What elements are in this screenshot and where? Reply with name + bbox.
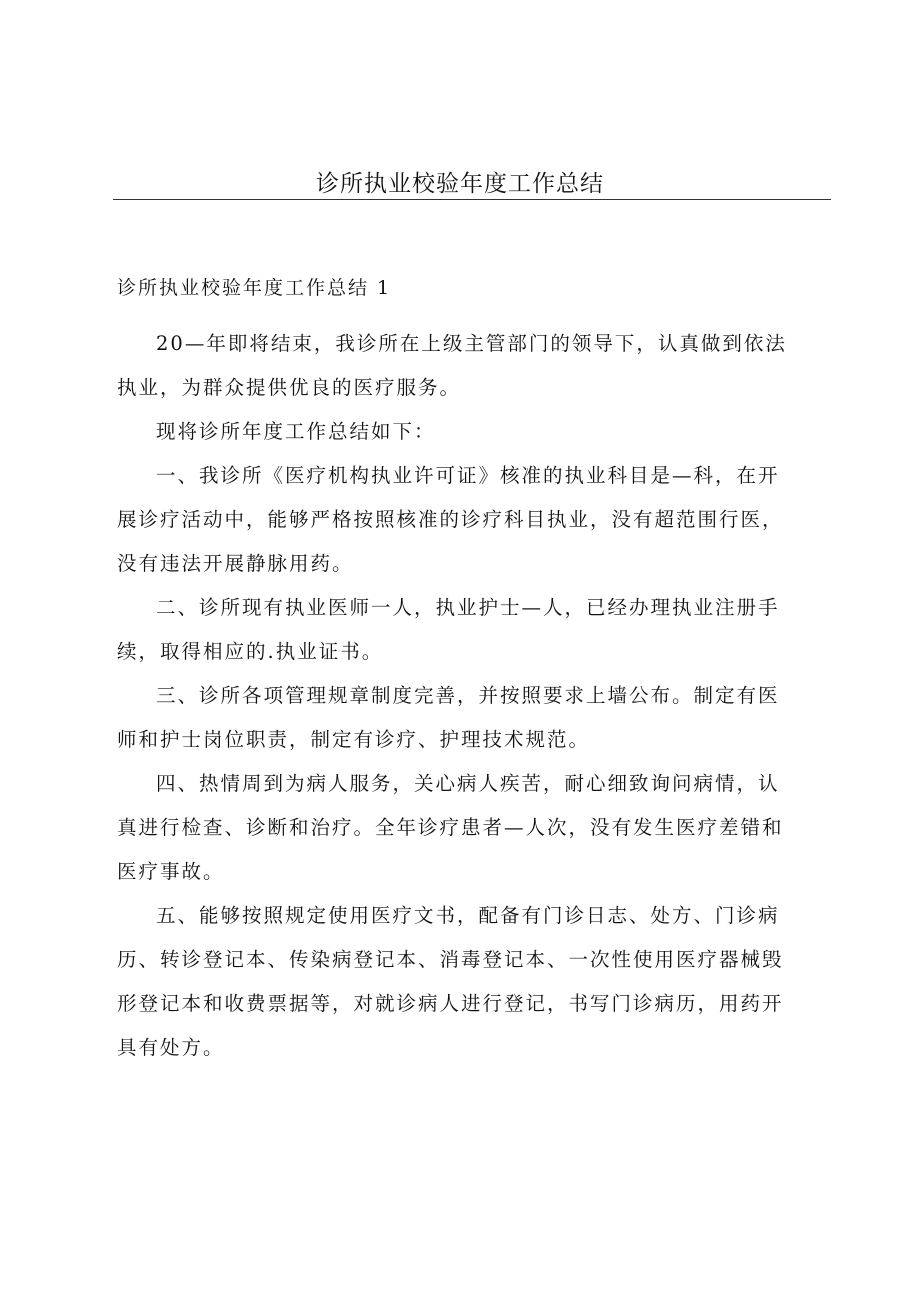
text-line: 一、我诊所《医疗机构执业许可证》核准的执业科目是—科，在开 [156, 464, 780, 487]
text-line: 续，取得相应的.执业证书。 [117, 640, 384, 663]
text-line: 二、诊所现有执业医师一人，执业护士—人，已经办理执业注册手 [156, 596, 780, 619]
text-line: 三、诊所各项管理规章制度完善，并按照要求上墙公布。制定有医 [156, 684, 780, 707]
paragraph-summary-lead [117, 410, 830, 454]
text-line: 执业，为群众提供优良的医疗服务。 [117, 376, 462, 399]
paragraph-item-1 [117, 454, 830, 586]
text-line: 四、热情周到为病人服务，关心病人疾苦，耐心细致询问病情，认 [156, 772, 780, 795]
paragraph-item-2 [117, 586, 830, 674]
text-line: 没有违法开展静脉用药。 [117, 552, 354, 575]
text-line: 师和护士岗位职责，制定有诊疗、护理技术规范。 [117, 728, 591, 751]
document-body [117, 322, 830, 1070]
text-line: 五、能够按照规定使用医疗文书，配备有门诊日志、处方、门诊病 [156, 904, 780, 927]
title-underline [113, 199, 831, 200]
text-line: 展诊疗活动中，能够严格按照核准的诊疗科目执业，没有超范围行医， [117, 508, 784, 531]
text-line: 形登记本和收费票据等，对就诊病人进行登记，书写门诊病历，用药开 [117, 992, 784, 1015]
text-line: 20—年即将结束，我诊所在上级主管部门的领导下，认真做到依法 [156, 332, 787, 355]
document-title: 诊所执业校验年度工作总结 [316, 171, 604, 197]
text-line: 历、转诊登记本、传染病登记本、消毒登记本、一次性使用医疗器械毁 [117, 948, 784, 971]
paragraph-intro [117, 322, 830, 410]
section-heading: 诊所执业校验年度工作总结 1 [117, 277, 392, 299]
text-line: 现将诊所年度工作总结如下： [156, 420, 436, 443]
paragraph-item-5 [117, 894, 830, 1070]
paragraph-item-3 [117, 674, 830, 762]
paragraph-item-4 [117, 762, 830, 894]
text-line: 医疗事故。 [117, 860, 225, 883]
text-line: 具有处方。 [117, 1036, 225, 1059]
text-line: 真进行检查、诊断和治疗。全年诊疗患者—人次，没有发生医疗差错和 [117, 816, 784, 839]
